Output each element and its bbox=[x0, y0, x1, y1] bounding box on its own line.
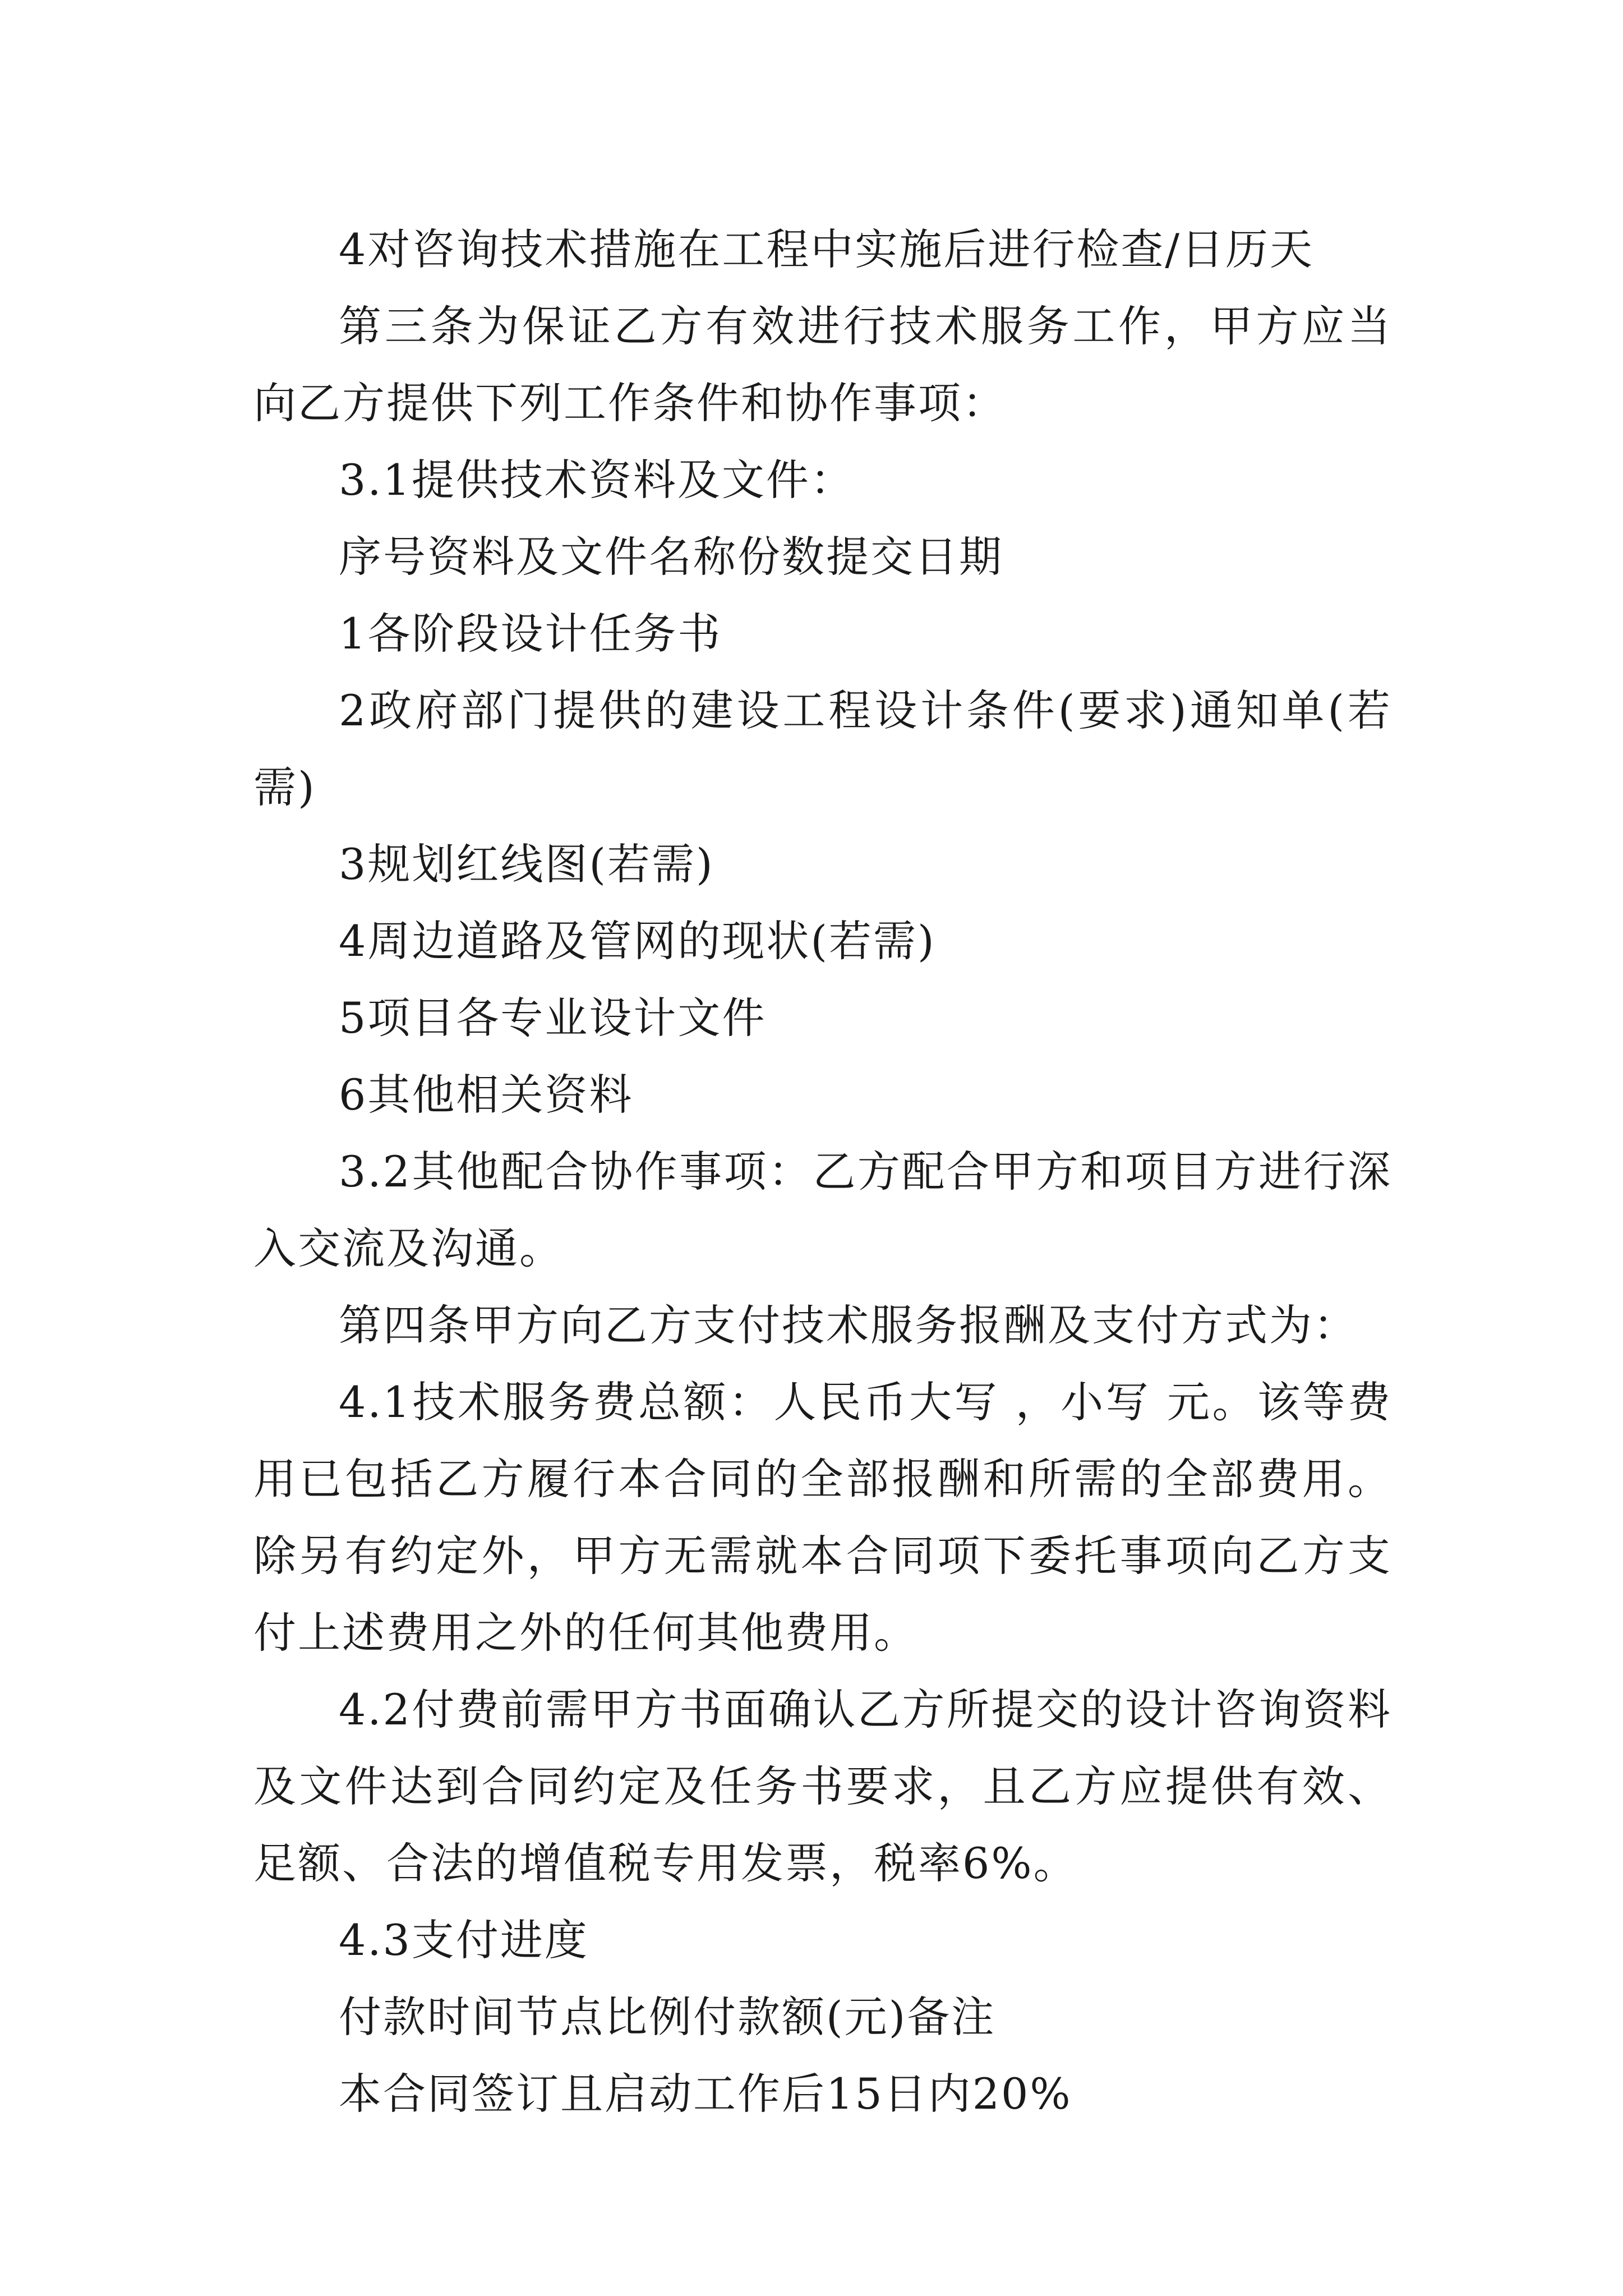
paragraph-3-1: 3.1提供技术资料及文件： bbox=[339, 455, 855, 505]
list-item: 6其他相关资料 bbox=[339, 1070, 634, 1120]
paragraph-article-3: 第三条为保证乙方有效进行技术服务工作，甲方应当向乙方提供下列工作条件和协作事项： bbox=[253, 301, 1392, 428]
paragraph-item-4: 4对咨询技术措施在工程中实施后进行检查/日历天 bbox=[339, 224, 1314, 274]
paragraph-3-2: 3.2其他配合协作事项：乙方配合甲方和项目方进行深入交流及沟通。 bbox=[253, 1147, 1392, 1273]
list-item: 4周边道路及管网的现状(若需) bbox=[339, 916, 936, 966]
paragraph-4-2: 4.2付费前需甲方书面确认乙方所提交的设计咨询资料及文件达到合同约定及任务书要求，且乙方应提供有效、足额、合法的增值税专用发票，税率6%。 bbox=[253, 1685, 1392, 1888]
table-header-payment: 付款时间节点比例付款额(元)备注 bbox=[339, 1992, 996, 2042]
list-item: 2政府部门提供的建设工程设计条件(要求)通知单(若需) bbox=[253, 685, 1392, 812]
list-item: 1各阶段设计任务书 bbox=[339, 609, 722, 659]
list-item: 3规划红线图(若需) bbox=[339, 839, 714, 889]
table-row: 本合同签订且启动工作后15日内20% bbox=[339, 2069, 1072, 2119]
paragraph-4-1: 4.1技术服务费总额：人民币大写 ，小写 元。该等费用已包括乙方履行本合同的全部报酬和所需的全部费用。除另有约定外，甲方无需就本合同项下委托事项向乙方支付上述费用之外的任何其他费用。 bbox=[253, 1377, 1392, 1658]
paragraph-article-4: 第四条甲方向乙方支付技术服务报酬及支付方式为： bbox=[339, 1300, 1358, 1350]
table-header-materials: 序号资料及文件名称份数提交日期 bbox=[339, 532, 1003, 582]
document-body bbox=[253, 211, 1392, 2132]
list-item: 5项目各专业设计文件 bbox=[339, 993, 767, 1043]
paragraph-4-3: 4.3支付进度 bbox=[339, 1915, 589, 1965]
